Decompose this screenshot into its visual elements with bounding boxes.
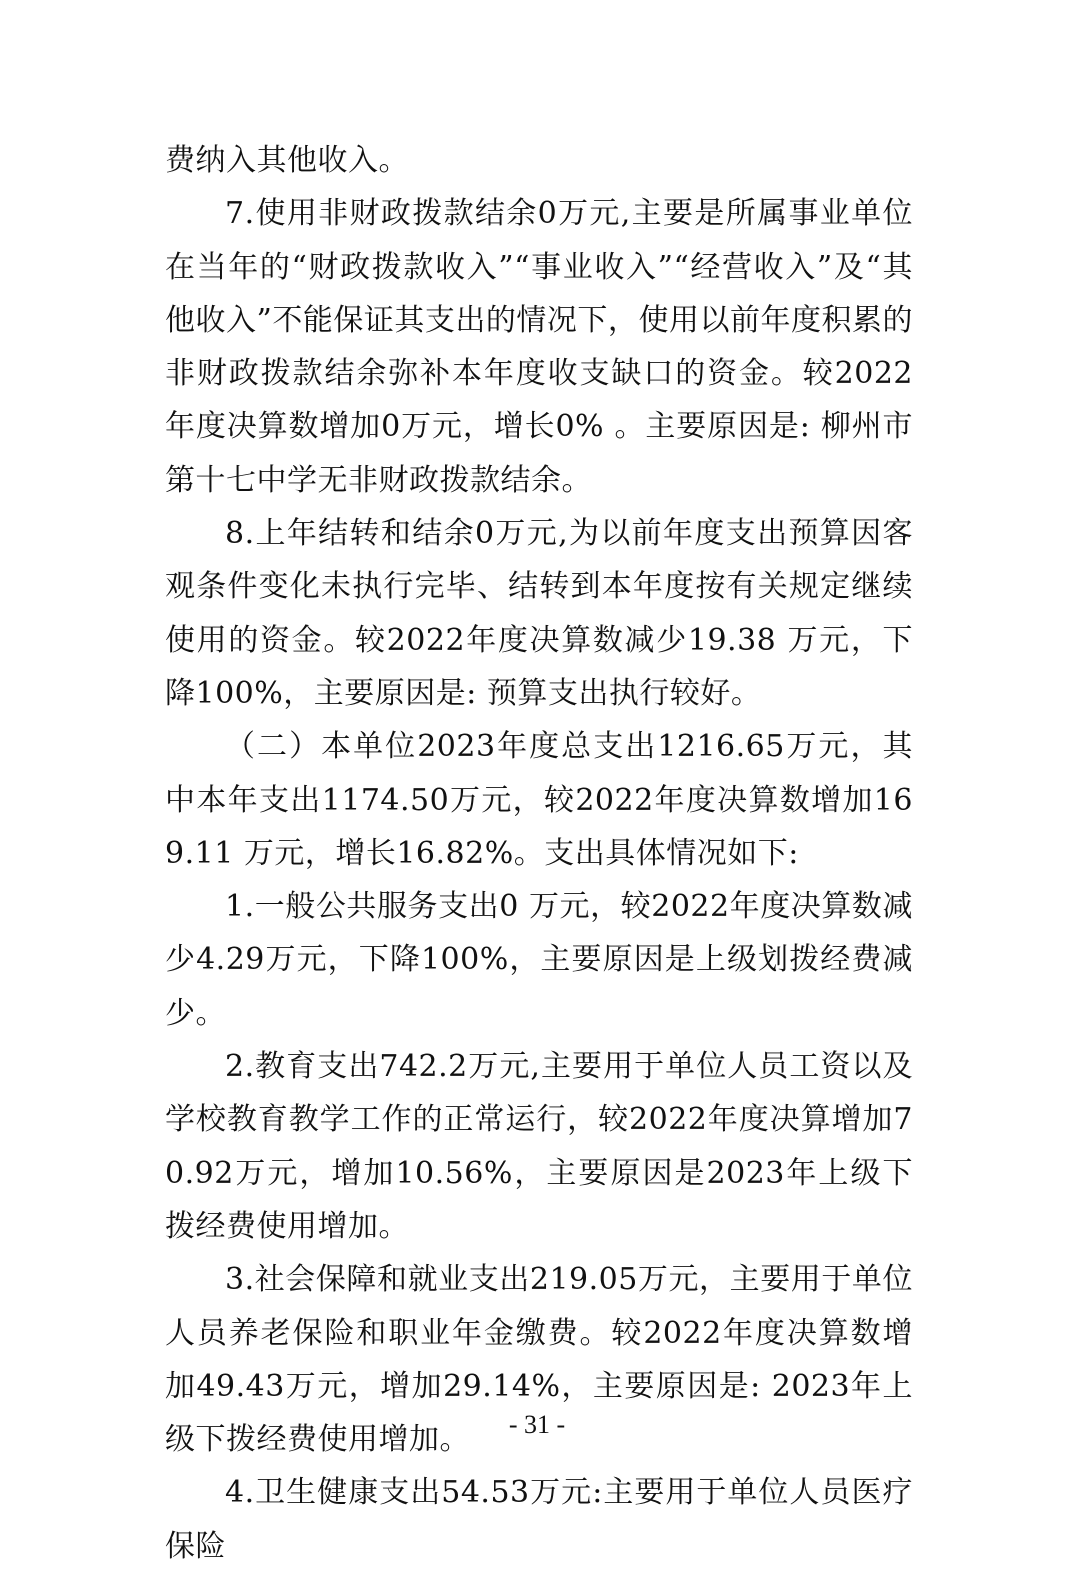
paragraph-expense-3: 3.社会保障和就业支出219.05万元，主要用于单位人员养老保险和职业年金缴费。较2022年度决算数增加49.43万元，增加29.14%，主要原因是: 2023年上级下拨经费使用增加。 <box>165 1262 913 1458</box>
paragraph-expense-2: 2.教育支出742.2万元,主要用于单位人员工资以及学校教育教学工作的正常运行，较2022年度决算增加70.92万元，增加10.56%，主要原因是2023年上级下拨经费使用增加。 <box>165 1049 913 1244</box>
paragraph-continuation: 费纳入其他收入。 <box>165 143 409 178</box>
paragraph-section-2: （二）本单位2023年度总支出1216.65万元，其中本年支出1174.50万元，较2022年度决算数增加169.11 万元，增长16.82%。支出具体情况如下: <box>165 729 913 871</box>
paragraph-item-7: 7.使用非财政拨款结余0万元,主要是所属事业单位在当年的“财政拨款收入”“事业收入”“经营收入”及“其他收入”不能保证其支出的情况下，使用以前年度积累的非财政拨款结余弥补本年度收支缺口的资金。较2022年度决算数增加0万元，增长0% 。主要原因是: 柳州市第十七中学无非财政拨款结余。 <box>165 196 913 498</box>
paragraph-item-8: 8.上年结转和结余0万元,为以前年度支出预算因客观条件变化未执行完毕、结转到本年度按有关规定继续使用的资金。较2022年度决算数减少19.38 万元，下降100%，主要原因是: 预算支出执行较好。 <box>165 516 913 711</box>
paragraph-expense-4: 4.卫生健康支出54.53万元:主要用于单位人员医疗保险 <box>165 1475 913 1564</box>
body-text <box>165 134 913 1573</box>
paragraph-expense-1: 1.一般公共服务支出0 万元，较2022年度决算数减少4.29万元，下降100%，主要原因是上级划拨经费减少。 <box>165 889 913 1031</box>
page-number: - 31 - <box>508 1410 566 1439</box>
